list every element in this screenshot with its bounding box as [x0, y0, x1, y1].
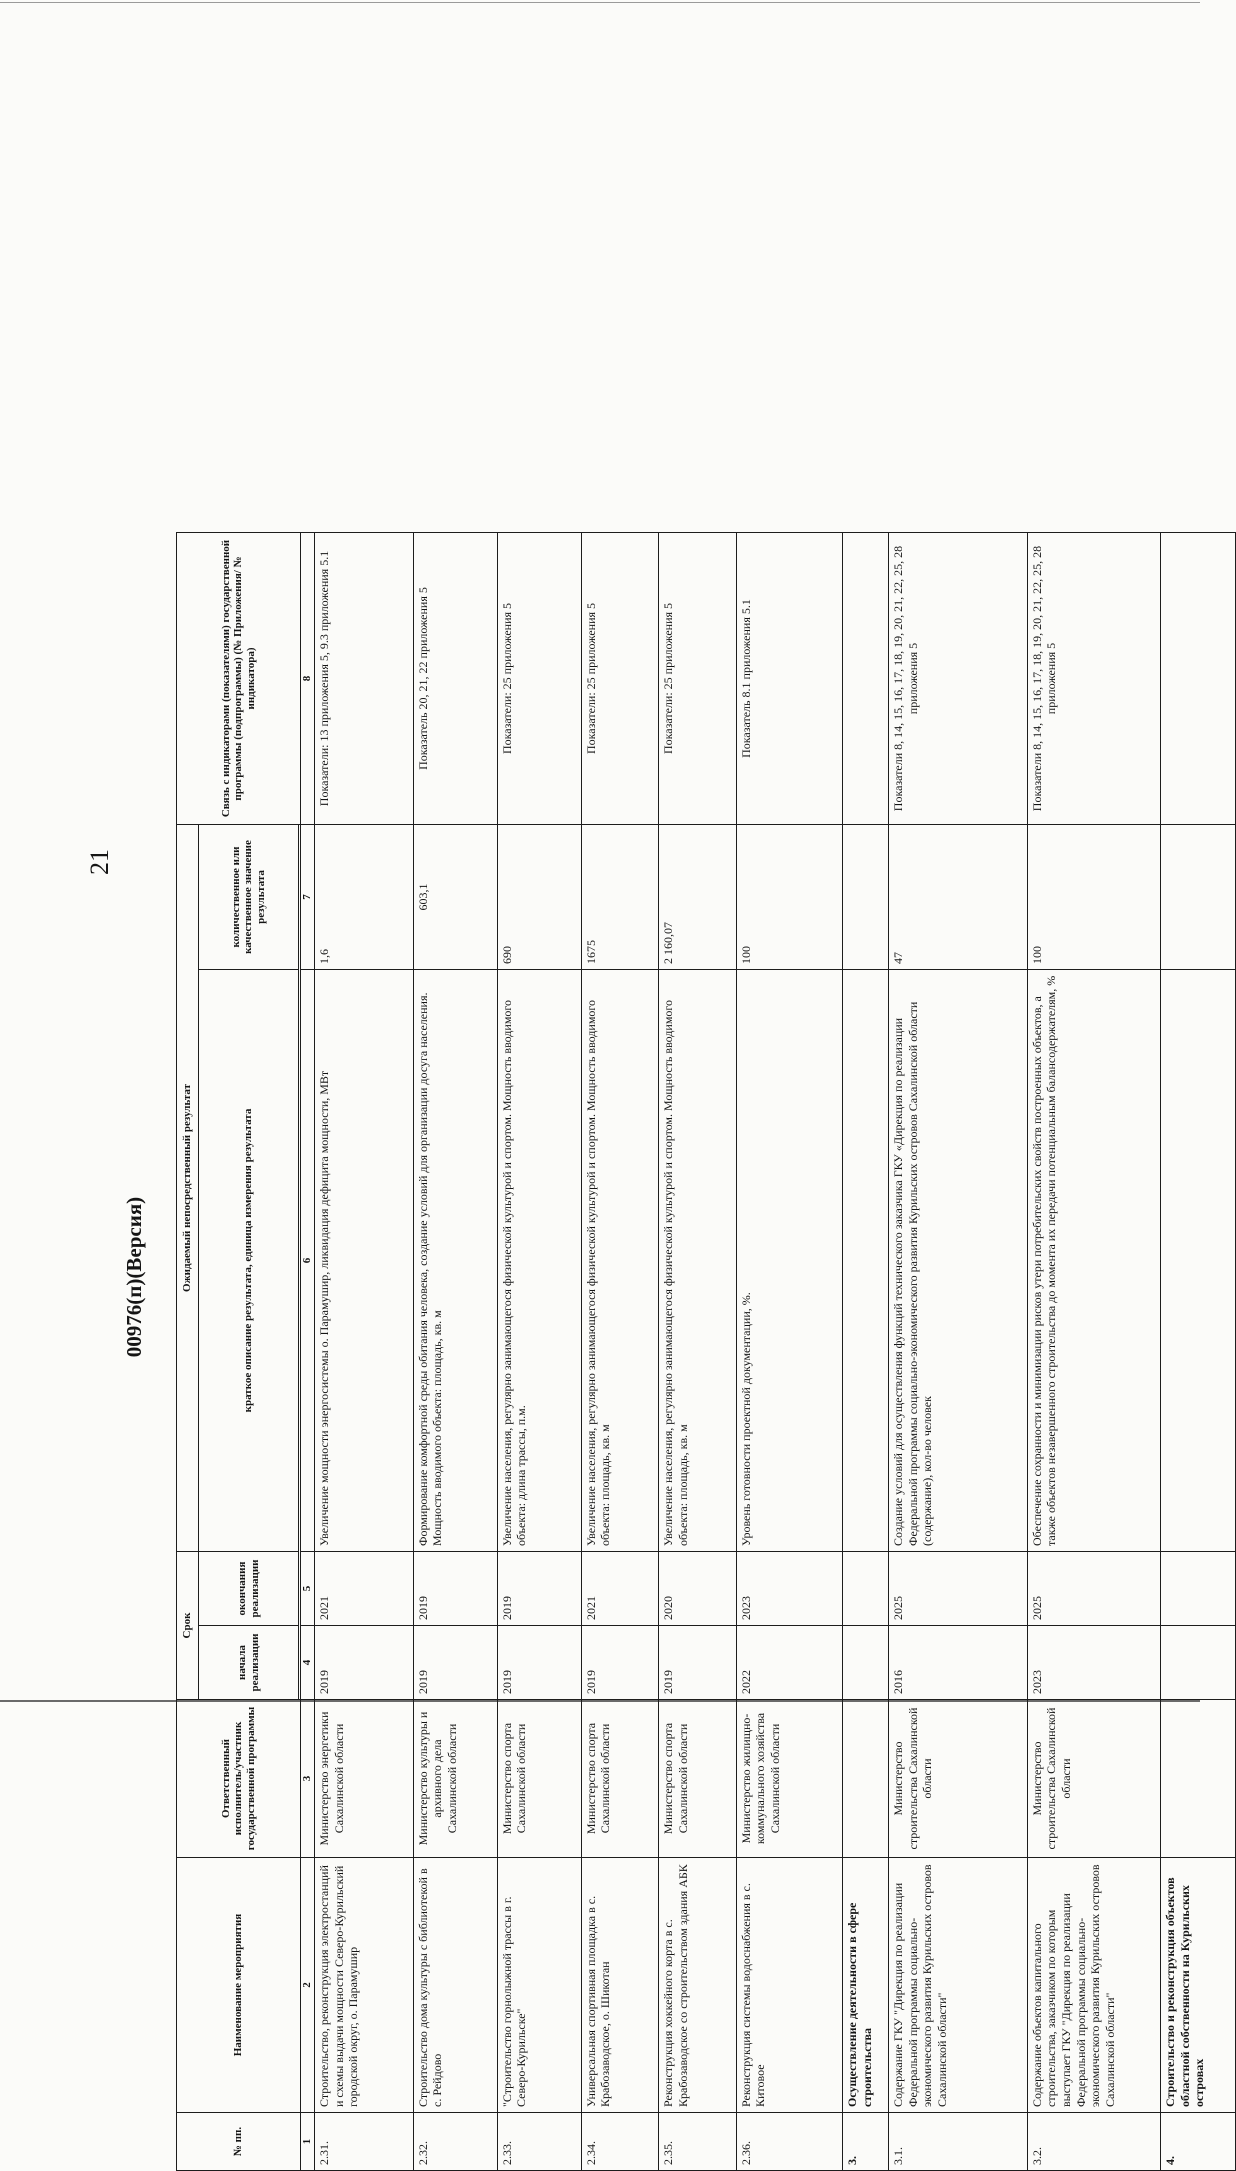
table-row [1027, 533, 1160, 2171]
cell-indicator-link: Показатели 8, 14, 15, 16, 17, 18, 19, 20, 21, 22, 25, 28 приложения 5 [889, 533, 1028, 825]
cell-executor: Министерство строительства Сахалинской области [889, 1700, 1028, 1858]
cell-end-year: 2019 [413, 1552, 497, 1626]
header-term: Срок [177, 1552, 199, 1700]
cell-executor: Министерство строительства Сахалинской области [1027, 1700, 1160, 1858]
cell-result-description: Формирование комфортной среды обитания человека, создание условий для организации досуга населения. Мощность вводимого объекта: площадь, кв. м [413, 970, 497, 1552]
table-row [1161, 533, 1236, 2171]
cell-indicator-link: Показатель 20, 21, 22 приложения 5 [413, 533, 497, 825]
cell-end-year [843, 1552, 889, 1626]
column-number: 1 [301, 2113, 315, 2171]
cell-start-year: 2023 [1027, 1626, 1160, 1700]
cell-row-number: 2.36. [736, 2113, 843, 2171]
cell-end-year: 2019 [497, 1552, 581, 1626]
cell-end-year: 2025 [1027, 1552, 1160, 1626]
cell-row-number: 2.35. [659, 2113, 736, 2171]
cell-start-year [843, 1626, 889, 1700]
cell-executor: Министерство спорта Сахалинской области [581, 1700, 658, 1858]
cell-row-number: 2.33. [497, 2113, 581, 2171]
cell-measure-name: Универсальная спортивная площадка в с. Крабозаводское, о. Шикотан [581, 1858, 658, 2113]
table-row [315, 533, 414, 2171]
cell-result-value: 690 [497, 825, 581, 970]
header-link: Связь с индикаторами (показателями) государственной программы (подпрограммы) (№ Приложения/ № индикатора) [177, 533, 301, 825]
table-row [659, 533, 736, 2171]
cell-result-value: 100 [736, 825, 843, 970]
column-number: 3 [301, 1700, 315, 1858]
cell-end-year: 2025 [889, 1552, 1028, 1626]
cell-start-year: 2019 [659, 1626, 736, 1700]
column-number: 4 [301, 1626, 315, 1700]
column-number: 8 [301, 533, 315, 825]
document-stamp: 00976(п)(Версия) [122, 1196, 146, 1358]
cell-result-value: 100 [1027, 825, 1160, 970]
cell-result-description: Создание условий для осуществления функций технического заказчика ГКУ «Дирекция по реализации Федеральной программы социально-экономического развития Курильских островов Сахалинской области (содержание), кол-во человек [889, 970, 1028, 1552]
cell-end-year: 2021 [581, 1552, 658, 1626]
cell-measure-name: Строительство дома культуры с библиотекой в с. Рейдово [413, 1858, 497, 2113]
cell-measure-name: Реконструкция хоккейного корта в с. Крабозаводское со строительством здания АБК [659, 1858, 736, 2113]
cell-executor: Министерство энергетики Сахалинской области [315, 1700, 414, 1858]
column-number: 6 [301, 970, 315, 1552]
header-result-value: количественное или качественное значение результата [199, 825, 299, 970]
cell-measure-name: Строительство и реконструкция объектов областной собственности на Курильских островах [1161, 1858, 1236, 2113]
cell-result-value: 1675 [581, 825, 658, 970]
column-number: 5 [301, 1552, 315, 1626]
rotated-table-sheet [176, 533, 1236, 2171]
cell-measure-name: Реконструкция системы водоснабжения в с. Китовое [736, 1858, 843, 2113]
table-row [581, 533, 658, 2171]
cell-indicator-link: Показатели: 25 приложения 5 [659, 533, 736, 825]
cell-result-value: 2 160,07 [659, 825, 736, 970]
column-number: 7 [301, 825, 315, 970]
cell-executor [1161, 1700, 1236, 1858]
cell-indicator-link: Показатели: 13 приложения 5, 9.3 приложения 5.1 [315, 533, 414, 825]
cell-end-year: 2020 [659, 1552, 736, 1626]
cell-result-value [1161, 825, 1236, 970]
table-row [843, 533, 889, 2171]
cell-start-year: 2022 [736, 1626, 843, 1700]
cell-result-description [1161, 970, 1236, 1552]
cell-indicator-link [843, 533, 889, 825]
cell-row-number: 2.34. [581, 2113, 658, 2171]
header-no: № пп. [177, 2113, 301, 2171]
top-edge-line [0, 2, 1200, 3]
cell-start-year: 2019 [497, 1626, 581, 1700]
cell-measure-name: Содержание ГКУ "Дирекция по реализации Федеральной программы социально-экономического развития Курильских островов Сахалинской области" [889, 1858, 1028, 2113]
cell-start-year: 2019 [315, 1626, 414, 1700]
cell-start-year [1161, 1626, 1236, 1700]
cell-row-number: 3.1. [889, 2113, 1028, 2171]
cell-result-description: Увеличение населения, регулярно занимающегося физической культурой и спортом. Мощность вводимого объекта: площадь, кв. м [581, 970, 658, 1552]
table-row [889, 533, 1028, 2171]
program-measures-table [176, 532, 1236, 2171]
cell-executor: Министерство культуры и архивного дела Сахалинской области [413, 1700, 497, 1858]
cell-result-value: 1,6 [315, 825, 414, 970]
cell-result-value [843, 825, 889, 970]
column-number: 2 [301, 1858, 315, 2113]
cell-start-year: 2019 [581, 1626, 658, 1700]
cell-indicator-link: Показатели 8, 14, 15, 16, 17, 18, 19, 20, 21, 22, 25, 28 приложения 5 [1027, 533, 1160, 825]
header-executor: Ответственный исполнитель/участник государственной программы [177, 1700, 301, 1858]
cell-result-description: Увеличение населения, регулярно занимающегося физической культурой и спортом. Мощность вводимого объекта: площадь, кв. м [659, 970, 736, 1552]
table-row [413, 533, 497, 2171]
header-term-start: начала реализации [199, 1626, 299, 1700]
cell-indicator-link [1161, 533, 1236, 825]
cell-indicator-link: Показатели: 25 приложения 5 [581, 533, 658, 825]
column-number-row [301, 533, 315, 2171]
cell-result-description: Уровень готовности проектной документации, %. [736, 970, 843, 1552]
header-term-end: окончания реализации [199, 1552, 299, 1626]
cell-end-year [1161, 1552, 1236, 1626]
cell-start-year: 2019 [413, 1626, 497, 1700]
cell-result-description: Обеспечение сохранности и минимизации рисков утери потребительских свойств построенных объектов, а также объектов незавершенного строительства до момента их передачи потенциальным балансодержателям, % [1027, 970, 1160, 1552]
cell-indicator-link: Показатель 8.1 приложения 5.1 [736, 533, 843, 825]
cell-indicator-link: Показатели: 25 приложения 5 [497, 533, 581, 825]
table-body [315, 533, 1236, 2171]
cell-result-description [843, 970, 889, 1552]
cell-executor: Министерство спорта Сахалинской области [497, 1700, 581, 1858]
cell-measure-name: "Строительство горнолыжной трассы в г. Северо-Курильске" [497, 1858, 581, 2113]
cell-end-year: 2021 [315, 1552, 414, 1626]
cell-executor: Министерство жилищно-коммунального хозяйства Сахалинской области [736, 1700, 843, 1858]
cell-row-number: 3. [843, 2113, 889, 2171]
cell-measure-name: Строительство, реконструкция электростанций и схемы выдачи мощности Северо-Курильский городской округ, о. Парамушир [315, 1858, 414, 2113]
cell-result-description: Увеличение населения, регулярно занимающегося физической культурой и спортом. Мощность вводимого объекта: длина трассы, п.м. [497, 970, 581, 1552]
cell-measure-name: Содержание объектов капитального строительства, заказчиком по которым выступает ГКУ "Дирекция по реализации Федеральной программы социально-экономического развития Курильских островов Сахалинской области" [1027, 1858, 1160, 2113]
page-number: 21 [85, 849, 114, 875]
header-result-desc: краткое описание результата, единица измерения результата [199, 970, 299, 1552]
cell-row-number: 3.2. [1027, 2113, 1160, 2171]
table-row [736, 533, 843, 2171]
cell-executor: Министерство спорта Сахалинской области [659, 1700, 736, 1858]
table-row [497, 533, 581, 2171]
cell-row-number: 2.31. [315, 2113, 414, 2171]
cell-result-description: Увеличение мощности энергосистемы о. Парамушир, ликвидация дефицита мощности, МВт [315, 970, 414, 1552]
cell-row-number: 4. [1161, 2113, 1236, 2171]
cell-result-value: 603,1 [413, 825, 497, 970]
cell-row-number: 2.32. [413, 2113, 497, 2171]
cell-end-year: 2023 [736, 1552, 843, 1626]
cell-start-year: 2016 [889, 1626, 1028, 1700]
header-result: Ожидаемый непосредственный результат [177, 825, 199, 1552]
cell-result-value: 47 [889, 825, 1028, 970]
cell-measure-name: Осуществление деятельности в сфере строительства [843, 1858, 889, 2113]
cell-executor [843, 1700, 889, 1858]
header-name: Наименование мероприятия [177, 1858, 301, 2113]
